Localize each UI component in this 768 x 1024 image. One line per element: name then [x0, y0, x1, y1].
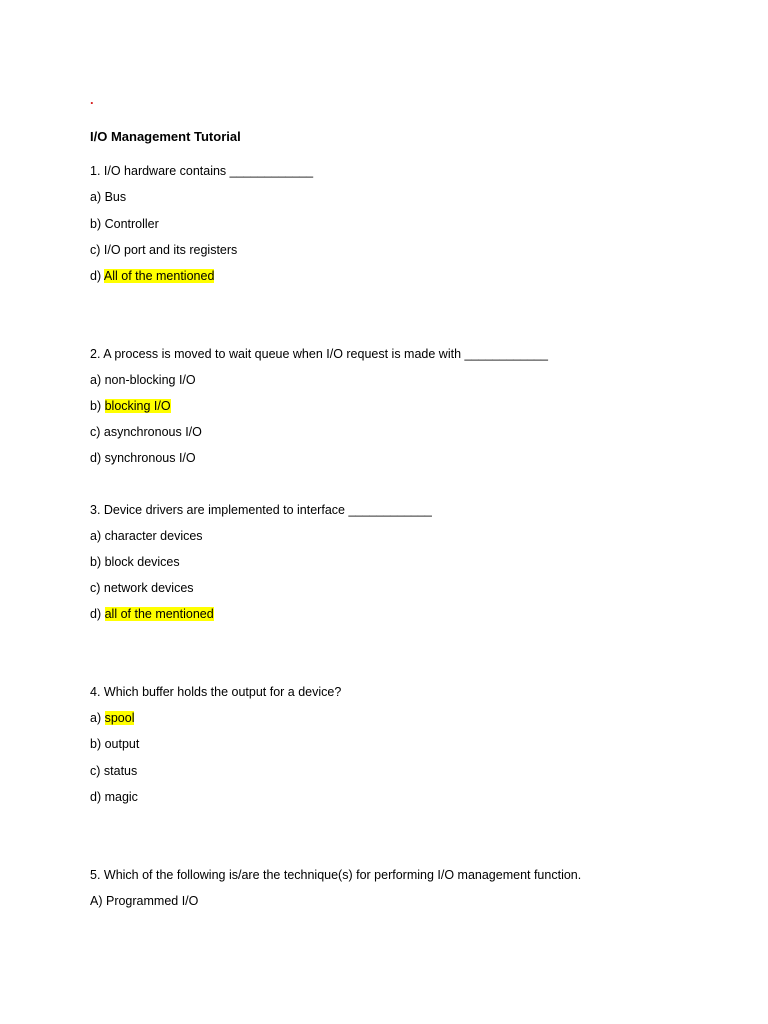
option-label: A)	[90, 894, 106, 908]
option-label: d)	[90, 451, 105, 465]
option-text: output	[104, 737, 140, 751]
option-label: b)	[90, 399, 105, 413]
option-4d	[90, 788, 138, 806]
option-label: c)	[90, 425, 104, 439]
option-2d	[90, 449, 196, 467]
option-1b	[90, 215, 159, 233]
option-label: a)	[90, 711, 105, 725]
option-label: c)	[90, 243, 104, 257]
option-2a	[90, 371, 196, 389]
option-label: d)	[90, 269, 104, 283]
option-text: network devices	[103, 581, 194, 595]
option-text: synchronous I/O	[104, 451, 196, 465]
option-2c	[90, 423, 202, 441]
option-text: Controller	[104, 217, 159, 231]
correct-answer-highlight: All of the mentioned	[103, 269, 215, 283]
option-text: status	[103, 764, 138, 778]
page-title: I/O Management Tutorial	[90, 129, 241, 144]
option-3d	[90, 605, 214, 623]
option-1c	[90, 241, 237, 259]
option-label: a)	[90, 190, 105, 204]
option-label: c)	[90, 581, 104, 595]
question-5: 5. Which of the following is/are the technique(s) for performing I/O management function.	[90, 868, 582, 882]
option-3b	[90, 553, 180, 571]
question-2: 2. A process is moved to wait queue when I/O request is made with ____________	[90, 347, 548, 361]
option-label: d)	[90, 790, 105, 804]
option-text: non-blocking I/O	[104, 373, 196, 387]
option-text: block devices	[104, 555, 180, 569]
option-2b	[90, 397, 171, 415]
question-3: 3. Device drivers are implemented to interface ____________	[90, 503, 432, 517]
option-label: c)	[90, 764, 104, 778]
option-4a	[90, 709, 134, 727]
question-4: 4. Which buffer holds the output for a device?	[90, 685, 342, 699]
option-text: asynchronous I/O	[103, 425, 202, 439]
option-1d	[90, 267, 214, 285]
option-3a	[90, 527, 203, 545]
option-text: Bus	[104, 190, 127, 204]
correct-answer-highlight: all of the mentioned	[104, 607, 214, 621]
option-1a	[90, 188, 126, 206]
question-1: 1. I/O hardware contains ____________	[90, 164, 314, 178]
option-5a	[90, 892, 198, 910]
option-label: a)	[90, 529, 105, 543]
correct-answer-highlight: blocking I/O	[104, 399, 171, 413]
option-text: I/O port and its registers	[103, 243, 238, 257]
option-label: b)	[90, 737, 105, 751]
option-label: b)	[90, 217, 105, 231]
option-4c	[90, 762, 137, 780]
option-text: character devices	[104, 529, 203, 543]
option-label: b)	[90, 555, 105, 569]
option-text: Programmed I/O	[105, 894, 199, 908]
option-3c	[90, 579, 194, 597]
option-label: a)	[90, 373, 105, 387]
red-dot-mark: .	[90, 92, 94, 107]
correct-answer-highlight: spool	[104, 711, 135, 725]
option-4b	[90, 735, 139, 753]
option-text: magic	[104, 790, 138, 804]
option-label: d)	[90, 607, 105, 621]
